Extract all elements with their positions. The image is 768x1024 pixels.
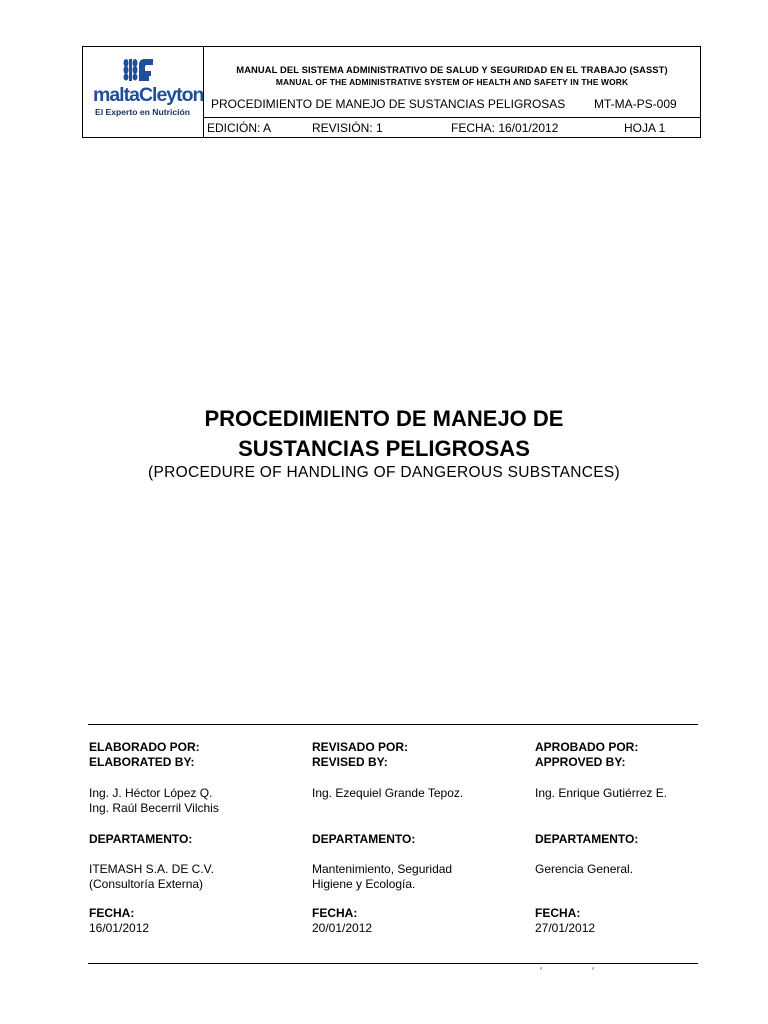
main-subtitle: (PROCEDURE OF HANDLING OF DANGEROUS SUBSTANCES) [148, 464, 620, 481]
manual-title-en: MANUAL OF THE ADMINISTRATIVE SYSTEM OF HEALTH AND SAFETY IN THE WORK [275, 77, 629, 87]
signature-mark: ‘ [540, 966, 543, 977]
signature-top-rule [88, 724, 698, 725]
main-title-line-2: SUSTANCIAS PELIGROSAS [238, 436, 530, 461]
department-line-2: Higiene y Ecología. [312, 877, 416, 891]
revision-label: REVISIÓN: 1 [312, 121, 383, 135]
procedure-title-row [204, 92, 700, 118]
manual-title-es: MANUAL DEL SISTEMA ADMINISTRATIVO DE SALUD Y SEGURIDAD EN EL TRABAJO (SASST) [236, 64, 668, 75]
role-en: REVISED BY: [312, 755, 388, 769]
department-label: DEPARTAMENTO: [89, 832, 193, 846]
role-es: REVISADO POR: [312, 740, 409, 754]
document-code: MT-MA-PS-009 [594, 97, 677, 111]
role-en: ELABORATED BY: [89, 755, 195, 769]
wheat-cow-logo-icon [93, 57, 155, 83]
brand-wordmark: maltaCleyton [93, 84, 204, 106]
main-title [0, 404, 768, 464]
date-label: FECHA: [312, 906, 358, 920]
date-value: 16/01/2012 [89, 921, 150, 935]
signer-name-1: Ing. Ezequiel Grande Tepoz. [312, 786, 464, 800]
department-line-1: Mantenimiento, Seguridad [312, 862, 453, 876]
department-line-1: Gerencia General. [535, 862, 634, 876]
date-value: 27/01/2012 [535, 921, 596, 935]
signature-bottom-rule [88, 963, 698, 964]
date-value: 20/01/2012 [312, 921, 373, 935]
document-meta-row [204, 118, 700, 137]
signer-name-2: Ing. Raúl Becerril Vilchis [89, 801, 219, 815]
logo-cell [83, 47, 204, 137]
date-label: FECHA: [535, 906, 581, 920]
document-header [82, 46, 701, 138]
role-es: ELABORADO POR: [89, 740, 200, 754]
header-info [204, 47, 700, 137]
brand-tagline: El Experto en Nutrición [95, 107, 191, 117]
department-line-2: (Consultoría Externa) [89, 877, 204, 891]
sheet-label: HOJA 1 [624, 121, 666, 135]
role-en: APPROVED BY: [535, 755, 626, 769]
edition-label: EDICIÓN: A [207, 121, 272, 135]
date-label: FECHA: 16/01/2012 [451, 121, 559, 135]
signature-mark: ‘ [592, 966, 595, 977]
signer-name-1: Ing. Enrique Gutiérrez E. [535, 786, 668, 800]
department-line-1: ITEMASH S.A. DE C.V. [89, 862, 214, 876]
procedure-title: PROCEDIMIENTO DE MANEJO DE SUSTANCIAS PELIGROSAS [211, 97, 566, 111]
role-es: APROBADO POR: [535, 740, 639, 754]
signer-name-1: Ing. J. Héctor López Q. [89, 786, 213, 800]
date-label: FECHA: [89, 906, 135, 920]
main-title-line-1: PROCEDIMIENTO DE MANEJO DE [204, 406, 564, 431]
department-label: DEPARTAMENTO: [535, 832, 639, 846]
department-label: DEPARTAMENTO: [312, 832, 416, 846]
manual-title-row [204, 47, 700, 92]
